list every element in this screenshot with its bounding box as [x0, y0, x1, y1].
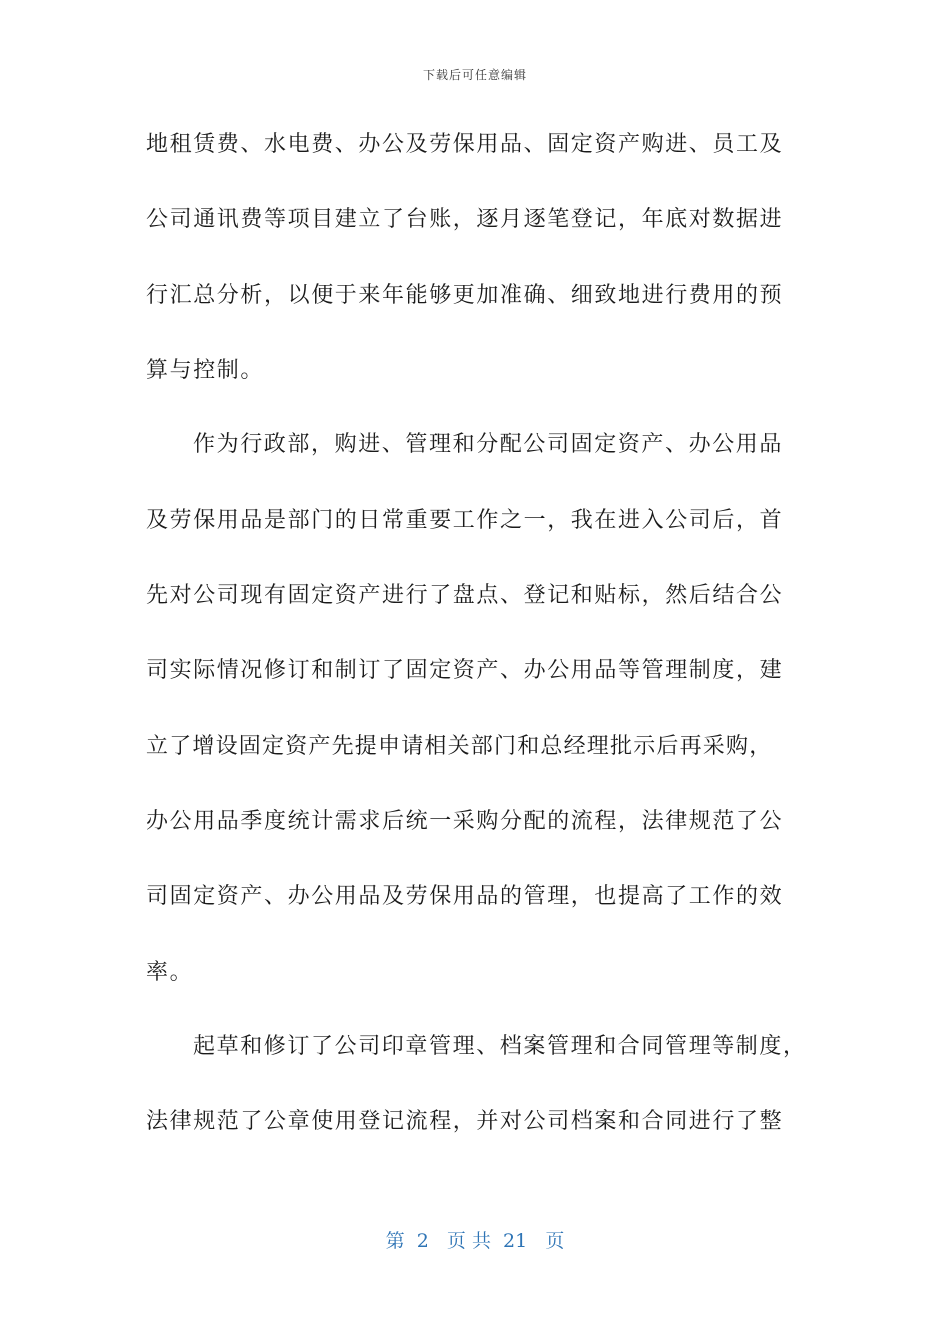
paragraph-1-line-4: 算与控制。 — [146, 358, 265, 383]
page-header: 下载后可任意编辑 — [422, 68, 527, 82]
paragraph-2-line-4: 司实际情况修订和制订了固定资产、办公用品等管理制度，建 — [146, 658, 784, 683]
paragraph-2-line-5: 立了增设固定资产先提申请相关部门和总经理批示后再采购， — [146, 734, 773, 759]
paragraph-2-line-3: 先对公司现有固定资产进行了盘点、登记和贴标，然后结合公 — [146, 583, 784, 608]
paragraph-3-line-2: 法律规范了公章使用登记流程，并对公司档案和合同进行了整 — [146, 1109, 784, 1134]
page-number-footer: 第 2 页 共 21 页 — [385, 1230, 565, 1252]
paragraph-3-line-1: 起草和修订了公司印章管理、档案管理和合同管理等制度， — [193, 1034, 807, 1059]
paragraph-2-line-6: 办公用品季度统计需求后统一采购分配的流程，法律规范了公 — [146, 809, 784, 834]
paragraph-2-line-8: 率。 — [146, 960, 194, 985]
paragraph-2-line-1: 作为行政部，购进、管理和分配公司固定资产、办公用品 — [193, 432, 784, 457]
paragraph-2-line-7: 司固定资产、办公用品及劳保用品的管理，也提高了工作的效 — [146, 884, 784, 909]
paragraph-1-line-3: 行汇总分析，以便于来年能够更加准确、细致地进行费用的预 — [146, 283, 784, 308]
paragraph-1-line-2: 公司通讯费等项目建立了台账，逐月逐笔登记，年底对数据进 — [146, 207, 784, 232]
paragraph-1-line-1: 地租赁费、水电费、办公及劳保用品、固定资产购进、员工及 — [146, 132, 784, 157]
paragraph-2-line-2: 及劳保用品是部门的日常重要工作之一，我在进入公司后，首 — [146, 508, 784, 533]
